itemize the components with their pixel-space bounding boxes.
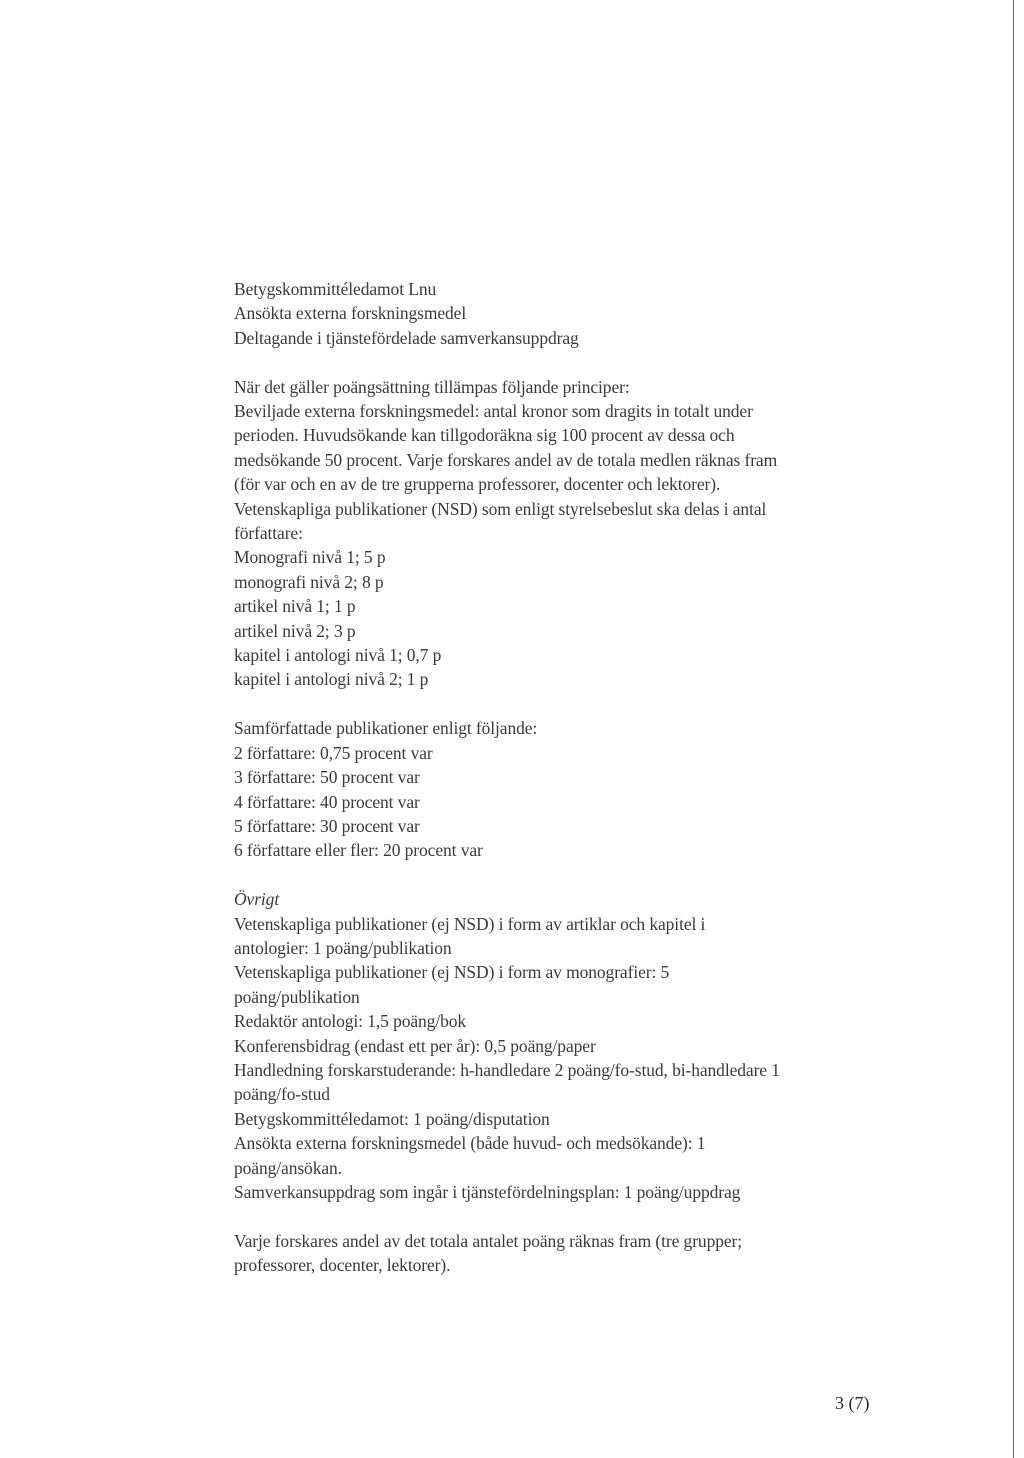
ovrigt-line: poäng/ansökan. xyxy=(234,1157,342,1178)
ovrigt-line: Vetenskapliga publikationer (ej NSD) i form av artiklar och kapitel i xyxy=(234,913,706,934)
document-body xyxy=(234,277,854,1278)
ovrigt-line: Handledning forskarstuderande: h-handledare 2 poäng/fo-stud, bi-handledare 1 xyxy=(234,1059,780,1080)
header-line: Deltagande i tjänstefördelade samverkansuppdrag xyxy=(234,327,579,348)
coauthored-block xyxy=(234,716,854,862)
page-number: 3 (7) xyxy=(835,1393,870,1413)
spacer xyxy=(234,692,854,716)
principles-line: medsökande 50 procent. Varje forskares andel av de totala medlen räknas fram xyxy=(234,449,778,470)
coauthored-line: 5 författare: 30 procent var xyxy=(234,815,420,836)
points-item: artikel nivå 1; 1 p xyxy=(234,596,356,617)
points-item: kapitel i antologi nivå 2; 1 p xyxy=(234,669,429,690)
coauthored-line: 4 författare: 40 procent var xyxy=(234,791,420,812)
principles-line: perioden. Huvudsökande kan tillgodoräkna sig 100 procent av dessa och xyxy=(234,425,735,446)
ovrigt-line: Konferensbidrag (endast ett per år): 0,5 poäng/paper xyxy=(234,1035,596,1056)
principles-line: Vetenskapliga publikationer (NSD) som enligt styrelsebeslut ska delas i antal xyxy=(234,498,767,519)
principles-line: (för var och en av de tre grupperna professorer, docenter och lektorer). xyxy=(234,474,721,495)
spacer xyxy=(234,350,854,374)
spacer xyxy=(234,863,854,887)
header-block xyxy=(234,277,854,350)
coauthored-line: 3 författare: 50 procent var xyxy=(234,767,420,788)
principles-line: När det gäller poängsättning tillämpas följande principer: xyxy=(234,376,630,397)
spacer xyxy=(234,1204,854,1228)
ovrigt-line: Redaktör antologi: 1,5 poäng/bok xyxy=(234,1011,467,1032)
points-item: kapitel i antologi nivå 1; 0,7 p xyxy=(234,645,442,666)
coauthored-line: 2 författare: 0,75 procent var xyxy=(234,742,433,763)
ovrigt-line: poäng/publikation xyxy=(234,986,360,1007)
ovrigt-line: Samverkansuppdrag som ingår i tjänstefördelningsplan: 1 poäng/uppdrag xyxy=(234,1181,741,1202)
ovrigt-line: Betygskommittéledamot: 1 poäng/disputation xyxy=(234,1108,550,1129)
page-edge-line xyxy=(1013,0,1014,1458)
coauthored-line: Samförfattade publikationer enligt följande: xyxy=(234,718,538,739)
ovrigt-line: antologier: 1 poäng/publikation xyxy=(234,937,452,958)
principles-block xyxy=(234,375,854,692)
closing-line: Varje forskares andel av det totala antalet poäng räknas fram (tre grupper; xyxy=(234,1230,743,1251)
ovrigt-block xyxy=(234,887,854,1204)
ovrigt-heading: Övrigt xyxy=(234,889,280,910)
closing-line: professorer, docenter, lektorer). xyxy=(234,1255,451,1276)
closing-block xyxy=(234,1229,854,1278)
ovrigt-line: Ansökta externa forskningsmedel (både huvud- och medsökande): 1 xyxy=(234,1133,706,1154)
principles-line: författare: xyxy=(234,523,303,544)
header-line: Betygskommittéledamot Lnu xyxy=(234,279,437,299)
principles-line: Beviljade externa forskningsmedel: antal kronor som dragits in totalt under xyxy=(234,401,753,422)
ovrigt-line: Vetenskapliga publikationer (ej NSD) i form av monografier: 5 xyxy=(234,962,670,983)
points-item: Monografi nivå 1; 5 p xyxy=(234,547,386,568)
header-line: Ansökta externa forskningsmedel xyxy=(234,303,467,324)
ovrigt-line: poäng/fo-stud xyxy=(234,1084,330,1105)
coauthored-line: 6 författare eller fler: 20 procent var xyxy=(234,840,483,861)
points-item: monografi nivå 2; 8 p xyxy=(234,571,384,592)
points-item: artikel nivå 2; 3 p xyxy=(234,620,356,641)
